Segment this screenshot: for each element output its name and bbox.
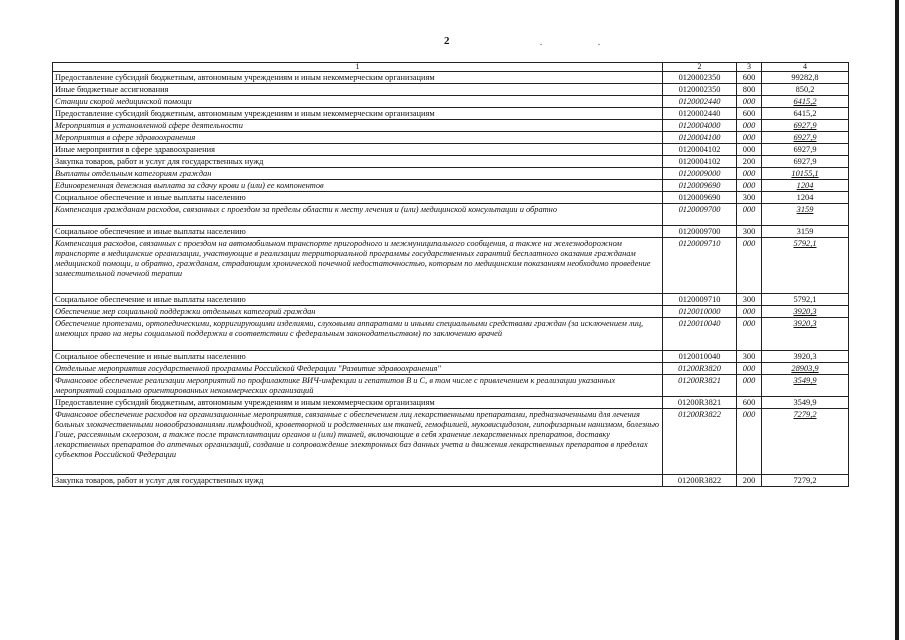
row-name-cell: Закупка товаров, работ и услуг для государственных нужд [53, 156, 663, 168]
row-sum-cell: 3920,3 [762, 318, 849, 351]
table-row [53, 397, 849, 409]
row-vr-cell: 000 [737, 409, 762, 475]
table-row [53, 156, 849, 168]
row-sum-cell: 1204 [762, 192, 849, 204]
row-csr-cell: 0120009690 [663, 192, 737, 204]
header-col-name: 1 [53, 63, 663, 72]
table-row [53, 351, 849, 363]
row-vr-cell: 200 [737, 475, 762, 487]
row-sum-cell: 6927,9 [762, 120, 849, 132]
header-col-csr: 2 [663, 63, 737, 72]
row-vr-cell: 300 [737, 351, 762, 363]
scan-edge-bar [895, 0, 899, 640]
row-vr-cell: 000 [737, 180, 762, 192]
row-name-cell: Предоставление субсидий бюджетным, автономным учреждениям и иным некоммерческим организациям [53, 397, 663, 409]
row-vr-cell: 000 [737, 144, 762, 156]
row-name-cell: Финансовое обеспечение расходов на организационные мероприятия, связанные с обеспечением лиц лекарственными препаратами, предназначенными для лечения больных злокачественными новообразованиями лимфоидной, кроветворной и родственных им тканей, гемофилией, муковисцидозом, гипофизарным нанизмом, болезнью Гоше, рассеянным склерозом, а также после трансплантации органов и (или) тканей, включающие в себя хранение лекарственных препаратов, доставку лекарственных препаратов до аптечных организаций, создание и сопровождение электронных баз данных учета и движения лекарственных препаратов в пределах субъектов Российской Федерации [53, 409, 663, 475]
row-name-cell: Единовременная денежная выплата за сдачу крови и (или) ее компонентов [53, 180, 663, 192]
row-vr-cell: 000 [737, 168, 762, 180]
row-vr-cell: 000 [737, 363, 762, 375]
row-vr-cell: 300 [737, 294, 762, 306]
row-name-cell: Отдельные мероприятия государственной программы Российской Федерации "Развитие здравоохранения" [53, 363, 663, 375]
table-row [53, 363, 849, 375]
table-row [53, 306, 849, 318]
row-vr-cell: 600 [737, 108, 762, 120]
row-csr-cell: 0120009000 [663, 168, 737, 180]
row-name-cell: Иные бюджетные ассигнования [53, 84, 663, 96]
row-sum-cell: 6927,9 [762, 156, 849, 168]
row-name-cell: Мероприятия в сфере здравоохранения [53, 132, 663, 144]
header-col-vr: 3 [737, 63, 762, 72]
row-sum-cell: 5792,1 [762, 238, 849, 294]
table-row [53, 226, 849, 238]
row-csr-cell: 0120002440 [663, 96, 737, 108]
row-vr-cell: 000 [737, 238, 762, 294]
row-csr-cell: 0120010040 [663, 318, 737, 351]
scan-speck [540, 44, 542, 45]
row-name-cell: Компенсация гражданам расходов, связанных с проездом за пределы области к месту лечения и (или) медицинской консультации и обратно [53, 204, 663, 226]
row-name-cell: Социальное обеспечение и иные выплаты населению [53, 192, 663, 204]
table-row [53, 132, 849, 144]
row-sum-cell: 6415,2 [762, 108, 849, 120]
table-row [53, 375, 849, 397]
row-vr-cell: 000 [737, 318, 762, 351]
row-vr-cell: 300 [737, 226, 762, 238]
row-sum-cell: 6927,9 [762, 132, 849, 144]
row-vr-cell: 800 [737, 84, 762, 96]
row-csr-cell: 0120004000 [663, 120, 737, 132]
row-csr-cell: 0120002350 [663, 72, 737, 84]
row-csr-cell: 0120010040 [663, 351, 737, 363]
table-row [53, 475, 849, 487]
row-csr-cell: 0120009710 [663, 294, 737, 306]
row-sum-cell: 7279,2 [762, 409, 849, 475]
table-row [53, 144, 849, 156]
budget-table [52, 62, 849, 487]
row-csr-cell: 01200R3821 [663, 397, 737, 409]
row-vr-cell: 000 [737, 120, 762, 132]
table-row [53, 84, 849, 96]
row-name-cell: Компенсация расходов, связанных с проездом на автомобильном транспорте пригородного и межмуниципального сообщения, а также на железнодорожном транспорте в медицинские организации, участвующие в реализации территориальной программы государственных гарантий бесплатного оказания гражданам медицинской помощи, и обратно, гражданам, страдающим хронической почечной недостаточностью, которым по медицинским показаниям необходимо проведение заместительной почечной терапии [53, 238, 663, 294]
row-csr-cell: 01200R3822 [663, 475, 737, 487]
scan-speck [598, 44, 600, 45]
row-csr-cell: 0120002440 [663, 108, 737, 120]
row-vr-cell: 000 [737, 204, 762, 226]
table-row [53, 238, 849, 294]
row-sum-cell: 6927,9 [762, 144, 849, 156]
row-name-cell: Обеспечение протезами, ортопедическими, корригирующими изделиями, слуховыми аппаратами и иными специальными средствами граждан (за исключением лиц, имеющих право на меры социальной поддержки в соответствии с федеральным законодательством) по заключению врачей [53, 318, 663, 351]
row-name-cell: Социальное обеспечение и иные выплаты населению [53, 226, 663, 238]
row-vr-cell: 200 [737, 156, 762, 168]
row-name-cell: Иные мероприятия в сфере здравоохранения [53, 144, 663, 156]
row-sum-cell: 3920,3 [762, 351, 849, 363]
budget-table-body [53, 63, 849, 487]
row-sum-cell: 99282,8 [762, 72, 849, 84]
table-row [53, 192, 849, 204]
row-sum-cell: 10155,1 [762, 168, 849, 180]
row-csr-cell: 0120004102 [663, 156, 737, 168]
row-name-cell: Закупка товаров, работ и услуг для государственных нужд [53, 475, 663, 487]
row-sum-cell: 1204 [762, 180, 849, 192]
row-name-cell: Обеспечение мер социальной поддержки отдельных категорий граждан [53, 306, 663, 318]
row-csr-cell: 0120004100 [663, 132, 737, 144]
row-sum-cell: 3549,9 [762, 397, 849, 409]
row-csr-cell: 0120009710 [663, 238, 737, 294]
table-row [53, 409, 849, 475]
table-row [53, 294, 849, 306]
row-sum-cell: 3549,9 [762, 375, 849, 397]
row-sum-cell: 6415,2 [762, 96, 849, 108]
page-number: 2 [444, 35, 450, 47]
table-row [53, 72, 849, 84]
row-csr-cell: 0120009700 [663, 204, 737, 226]
row-sum-cell: 3159 [762, 204, 849, 226]
table-header-row [53, 63, 849, 72]
row-name-cell: Станции скорой медицинской помощи [53, 96, 663, 108]
row-csr-cell: 0120004102 [663, 144, 737, 156]
row-sum-cell: 3159 [762, 226, 849, 238]
row-name-cell: Социальное обеспечение и иные выплаты населению [53, 294, 663, 306]
row-name-cell: Предоставление субсидий бюджетным, автономным учреждениям и иным некоммерческим организациям [53, 108, 663, 120]
table-row [53, 120, 849, 132]
row-vr-cell: 600 [737, 72, 762, 84]
table-row [53, 318, 849, 351]
table-row [53, 108, 849, 120]
row-csr-cell: 0120002350 [663, 84, 737, 96]
table-row [53, 168, 849, 180]
table-row [53, 96, 849, 108]
row-csr-cell: 01200R3821 [663, 375, 737, 397]
row-name-cell: Выплаты отдельным категориям граждан [53, 168, 663, 180]
row-vr-cell: 000 [737, 132, 762, 144]
row-csr-cell: 0120009700 [663, 226, 737, 238]
table-row [53, 180, 849, 192]
row-vr-cell: 600 [737, 397, 762, 409]
row-vr-cell: 000 [737, 375, 762, 397]
row-csr-cell: 0120010000 [663, 306, 737, 318]
row-csr-cell: 01200R3820 [663, 363, 737, 375]
row-sum-cell: 28903,9 [762, 363, 849, 375]
row-sum-cell: 850,2 [762, 84, 849, 96]
row-csr-cell: 01200R3822 [663, 409, 737, 475]
row-vr-cell: 000 [737, 96, 762, 108]
row-name-cell: Финансовое обеспечение реализации мероприятий по профилактике ВИЧ-инфекции и гепатитов В и С, в том числе с привлечением к реализации указанных мероприятий социально ориентированных некоммерческих организаций [53, 375, 663, 397]
row-csr-cell: 0120009690 [663, 180, 737, 192]
row-name-cell: Социальное обеспечение и иные выплаты населению [53, 351, 663, 363]
row-sum-cell: 3920,3 [762, 306, 849, 318]
row-sum-cell: 7279,2 [762, 475, 849, 487]
row-sum-cell: 5792,1 [762, 294, 849, 306]
row-name-cell: Мероприятия в установленной сфере деятельности [53, 120, 663, 132]
header-col-sum: 4 [762, 63, 849, 72]
row-vr-cell: 300 [737, 192, 762, 204]
table-row [53, 204, 849, 226]
row-name-cell: Предоставление субсидий бюджетным, автономным учреждениям и иным некоммерческим организациям [53, 72, 663, 84]
row-vr-cell: 000 [737, 306, 762, 318]
